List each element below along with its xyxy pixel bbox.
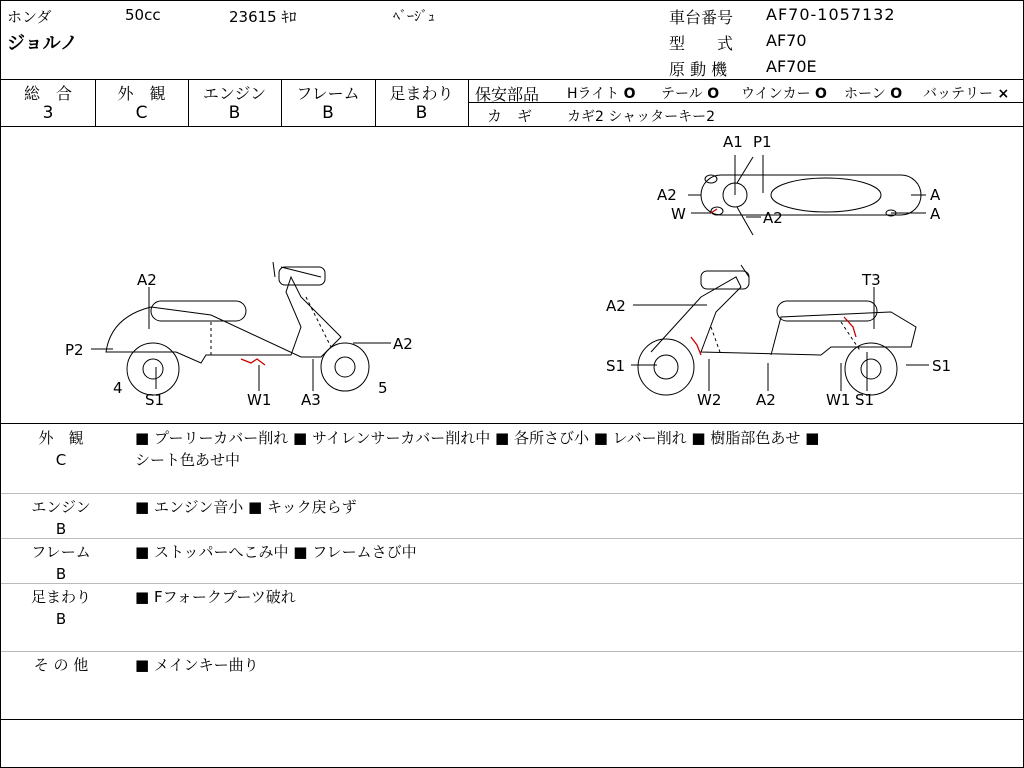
label-w1-right: W1 [826,391,851,409]
part-headlight: Hライト O [567,86,636,102]
part-tail-mark: O [707,86,720,102]
label-s1-right2: S1 [855,391,875,409]
label-4-left: 4 [113,379,123,397]
part-horn: ホーン O [844,86,903,102]
maker: ホンダ [7,8,52,26]
notes-suspension-label: 足まわり B [30,588,91,628]
label-a-top: A [930,186,941,204]
diagram-labels [65,133,951,409]
notes-exterior-label: 外 観 C [38,429,84,469]
label-a2-right2: A2 [756,391,776,409]
top-view-scooter [701,157,921,235]
exterior-grade: C [135,103,148,123]
part-horn-mark: O [890,86,903,102]
label-w-top: W [671,205,686,223]
label-p1: P1 [753,133,772,151]
label-a-top2: A [930,205,941,223]
type-value: AF70 [766,31,807,50]
notes-suspension-body: ■ Fフォークブーツ破れ [135,588,296,606]
label-a2-right: A2 [606,297,626,315]
label-a2-top: A2 [657,186,677,204]
label-s1-right3: S1 [932,357,952,375]
label-a3-left: A3 [301,391,321,409]
part-headlight-mark: O [623,86,636,102]
label-s1-left: S1 [145,391,165,409]
label-a2-left: A2 [137,271,157,289]
frame-grade-label: フレーム [296,84,360,103]
label-w1-left: W1 [247,391,272,409]
part-battery: バッテリー × [923,86,1010,102]
part-winker-mark: O [815,86,827,102]
label-s1-right: S1 [606,357,626,375]
part-tail: テール O [661,86,720,102]
total-grade: 3 [42,103,54,123]
label-w2-right: W2 [697,391,722,409]
engine-grade: B [228,103,241,123]
mileage: 23615 ｷﾛ [229,8,297,26]
divider [1,719,1023,720]
divider [1,423,1023,424]
body-color: ﾍﾞｰｼﾞｭ [393,9,435,25]
divider [468,79,469,126]
key-label: カ ギ [487,107,533,125]
frame-no: AF70-1057132 [766,5,896,24]
notes-other-label: そ の 他 [33,656,89,674]
total-label: 総 合 [23,84,72,103]
engine-grade-label: エンジン [202,84,267,103]
notes-frame-label: フレーム B [31,543,91,583]
divider [1,538,1023,539]
model-name: ジョルノ [7,33,78,54]
label-a1: A1 [723,133,743,151]
divider [1,651,1023,652]
notes-exterior-body: ■ プーリーカバー削れ ■ サイレンサーカバー削れ中 ■ 各所さび小 ■ レバー削れ ■ 樹脂部色あせ ■ シート色あせ中 [135,429,820,469]
notes-frame-body: ■ ストッパーへこみ中 ■ フレームさび中 [135,543,417,561]
notes-engine-label: エンジン B [31,498,91,538]
notes-other-body: ■ メインキー曲り [135,656,259,674]
frame-grade: B [322,103,334,123]
key-value: カギ2 シャッターキー2 [567,109,715,125]
parts-label: 保安部品 [475,85,540,104]
exterior-label: 外 観 [117,84,166,103]
frame-no-label: 車台番号 [669,8,734,27]
engine-label: 原 動 機 [669,60,728,79]
leader-lines [91,155,929,391]
notes-engine-body: ■ エンジン音小 ■ キック戻らず [135,498,357,516]
damage-marks [241,209,856,365]
damage-diagram [1,127,1023,423]
part-winker: ウインカー O [741,86,827,102]
suspension-grade-label: 足まわり [389,84,454,103]
divider [1,583,1023,584]
label-t3-right: T3 [862,271,881,289]
label-a2-left2: A2 [393,335,413,353]
divider [1,79,1023,80]
engine-value: AF70E [766,57,817,76]
suspension-grade: B [415,103,428,123]
type-label: 型 式 [669,34,734,53]
part-battery-mark: × [997,86,1010,102]
label-p2-left: P2 [65,341,84,359]
divider [1,493,1023,494]
displacement: 50cc [125,6,161,24]
label-a2-top2: A2 [763,209,783,227]
label-5-left: 5 [378,379,388,397]
